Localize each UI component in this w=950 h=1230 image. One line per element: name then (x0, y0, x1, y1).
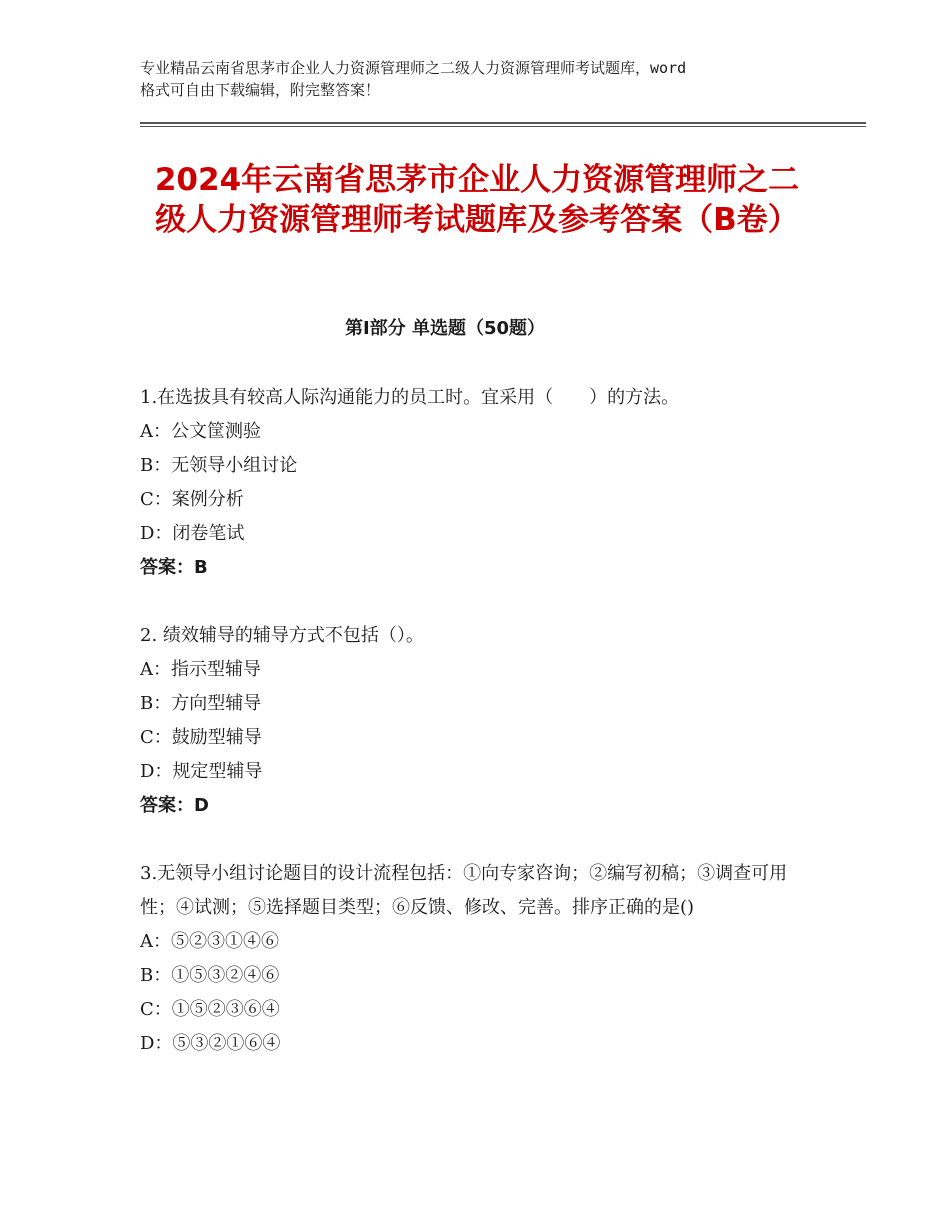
document-title: 2024年云南省思茅市企业人力资源管理师之二级人力资源管理师考试题库及参考答案（B卷） (154, 162, 800, 238)
answer-option: A：指示型辅导 (140, 659, 261, 680)
question-item (140, 381, 820, 585)
answer-option: D：闭卷笔试 (140, 523, 245, 544)
answer-option: D：⑤③②①⑥④ (140, 1033, 281, 1054)
answer-option: B：无领导小组讨论 (140, 455, 298, 476)
section-heading: 第Ⅰ部分 单选题（50题） (344, 318, 545, 339)
question-stem: 3.无领导小组讨论题目的设计流程包括：①向专家咨询；②编写初稿；③调查可用性；④试测；⑤选择题目类型；⑥反馈、修改、完善。排序正确的是() (140, 863, 788, 918)
question-stem: 1.在选拔具有较高人际沟通能力的员工时。宜采用（ ）的方法。 (140, 387, 680, 408)
answer-option: B：①⑤③②④⑥ (140, 965, 280, 986)
question-item (140, 619, 820, 823)
header-note-line: 专业精品云南省思茅市企业人力资源管理师之二级人力资源管理师考试题库，word (140, 59, 687, 77)
answer-option: C：鼓励型辅导 (140, 727, 262, 748)
answer-key: 答案：D (140, 795, 209, 816)
header-note-line: 格式可自由下载编辑，附完整答案！ (140, 81, 381, 99)
question-item (140, 857, 820, 1061)
header-divider (140, 122, 866, 124)
answer-option: A：公文筐测验 (140, 421, 261, 442)
answer-option: C：①⑤②③⑥④ (140, 999, 280, 1020)
question-stem: 2. 绩效辅导的辅导方式不包括（）。 (140, 625, 424, 646)
answer-option: B：方向型辅导 (140, 693, 262, 714)
question-list (140, 381, 820, 1095)
answer-option: C：案例分析 (140, 489, 244, 510)
header-divider (140, 126, 866, 127)
header-note (140, 57, 830, 101)
answer-option: A：⑤②③①④⑥ (140, 931, 279, 952)
answer-option: D：规定型辅导 (140, 761, 263, 782)
answer-key: 答案：B (140, 557, 208, 578)
